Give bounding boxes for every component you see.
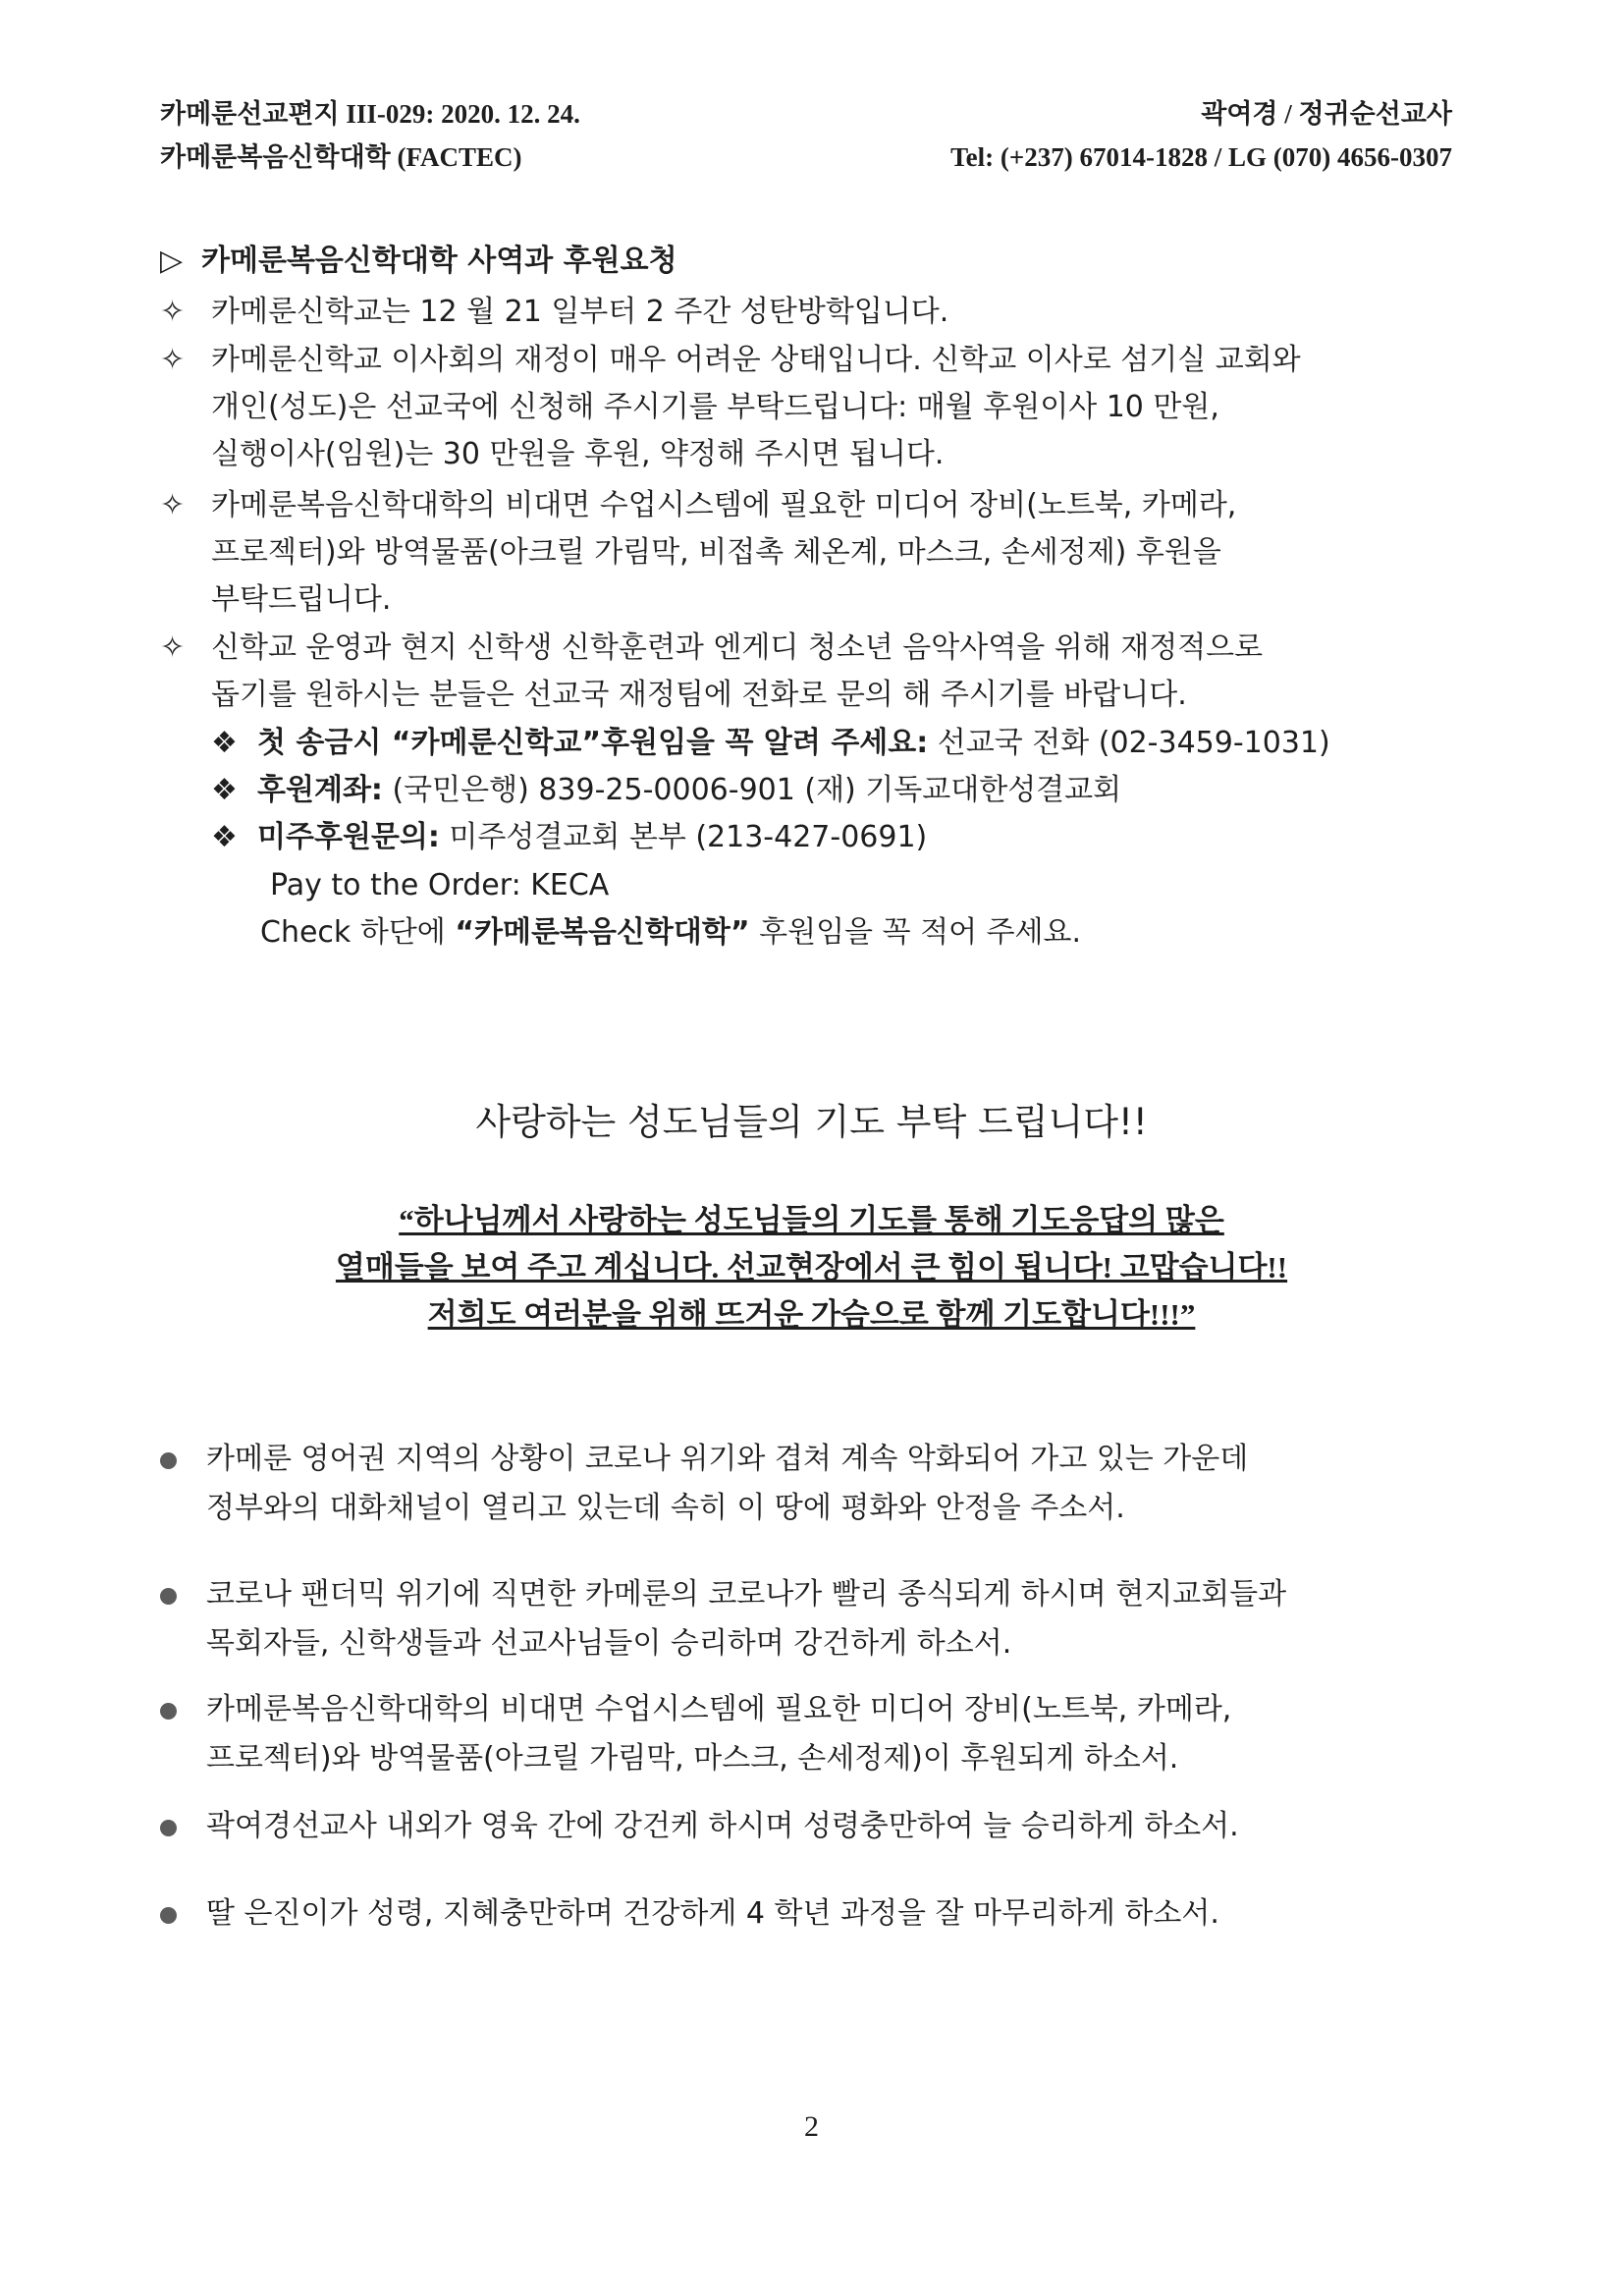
prayer-request-line: 목회자들, 신학생들과 선교사님들이 승리하며 강건하게 하소서.	[206, 1626, 1012, 1661]
prayer-quote-line: “하나님께서 사랑하는 성도님들의 기도를 통해 기도응답의 많은	[399, 1203, 1224, 1237]
prayer-quote-line: 저희도 여러분을 위해 뜨거운 가슴으로 함께 기도합니다!!!”	[427, 1297, 1196, 1332]
contact-phone: Tel: (+237) 67014-1828 / LG (070) 4656-0307	[950, 142, 1452, 172]
prayer-request-line: 코로나 팬더믹 위기에 직면한 카메룬의 코로나가 빨리 종식되게 하시며 현지교회들과	[206, 1577, 1287, 1612]
support-item-line: 실행이사(임원)는 30 만원을 후원, 약정해 주시면 됩니다.	[211, 437, 945, 471]
check-instruction-line: Check 하단에 “카메룬복음신학대학” 후원임을 꼭 적어 주세요.	[260, 915, 1082, 950]
diamond-bullet-icon: ❖	[211, 773, 238, 807]
support-item-line: 카메룬복음신학대학의 비대면 수업시스템에 필요한 미디어 장비(노트북, 카메라,	[211, 488, 1237, 522]
letter-header-right	[950, 92, 1452, 179]
prayer-request-title: 사랑하는 성도님들의 기도 부탁 드립니다!!	[475, 1101, 1148, 1143]
letter-issue-date: 카메룬선교편지 III-029: 2020. 12. 24.	[160, 99, 580, 129]
support-item-line: 카메룬신학교는 12 월 21 일부터 2 주간 성탄방학입니다.	[211, 295, 949, 329]
pay-to-order-line: Pay to the Order: KECA	[270, 868, 610, 902]
section-heading: 카메룬복음신학대학 사역과 후원요청	[201, 244, 677, 278]
bullet-dot-icon	[160, 1588, 177, 1605]
support-item-line: 돕기를 원하시는 분들은 선교국 재정팀에 전화로 문의 해 주시기를 바랍니다.	[211, 678, 1187, 712]
prayer-request-line: 딸 은진이가 성령, 지혜충만하며 건강하게 4 학년 과정을 잘 마무리하게 하소서.	[206, 1896, 1219, 1931]
bullet-dot-icon	[160, 1820, 177, 1836]
support-item-line: 신학교 운영과 현지 신학생 신학훈련과 엔게디 청소년 음악사역을 위해 재정적으로	[211, 630, 1264, 665]
support-item-line: 카메룬신학교 이사회의 재정이 매우 어려운 상태입니다. 신학교 이사로 섬기실 교회와	[211, 343, 1301, 377]
missionary-names: 곽여경 / 정귀순선교사	[1201, 99, 1452, 129]
prayer-request-line: 프로젝터)와 방역물품(아크릴 가림막, 마스크, 손세정제)이 후원되게 하소서.	[206, 1741, 1179, 1776]
donation-info-item: 후원계좌: (국민은행) 839-25-0006-901 (재) 기독교대한성결교회	[257, 773, 1122, 807]
bullet-dot-icon	[160, 1703, 177, 1720]
diamond-bullet-icon: ❖	[211, 820, 238, 854]
prayer-request-line: 카메룬복음신학대학의 비대면 수업시스템에 필요한 미디어 장비(노트북, 카메라,	[206, 1692, 1232, 1726]
sparkle-icon: ✧	[160, 343, 186, 377]
donation-info-item: 첫 송금시 “카메룬신학교”후원임을 꼭 알려 주세요: 선교국 전화 (02-3459-1031)	[257, 726, 1330, 760]
support-item-line: 부탁드립니다.	[211, 582, 392, 617]
donation-info-item: 미주후원문의: 미주성결교회 본부 (213-427-0691)	[257, 820, 928, 854]
sparkle-icon: ✧	[160, 488, 186, 522]
prayer-quote-line: 열매들을 보여 주고 계십니다. 선교현장에서 큰 힘이 됩니다! 고맙습니다!!	[335, 1250, 1288, 1285]
support-item-line: 개인(성도)은 선교국에 신청해 주시기를 부탁드립니다: 매월 후원이사 10 만원,	[211, 390, 1219, 424]
support-item-line: 프로젝터)와 방역물품(아크릴 가림막, 비접촉 체온계, 마스크, 손세정제) 후원을	[211, 535, 1221, 570]
bullet-dot-icon	[160, 1452, 177, 1469]
diamond-bullet-icon: ❖	[211, 726, 238, 760]
prayer-request-line: 곽여경선교사 내외가 영육 간에 강건케 하시며 성령충만하여 늘 승리하게 하소서.	[206, 1809, 1239, 1843]
triangle-icon: ▷	[160, 244, 184, 278]
institution-name: 카메룬복음신학대학 (FACTEC)	[160, 142, 522, 172]
page-number: 2	[804, 2110, 819, 2143]
letter-header-left	[160, 92, 580, 179]
sparkle-icon: ✧	[160, 630, 186, 665]
sparkle-icon: ✧	[160, 295, 186, 329]
prayer-request-line: 카메룬 영어권 지역의 상황이 코로나 위기와 겹쳐 계속 악화되어 가고 있는 가운데	[206, 1442, 1249, 1476]
prayer-request-line: 정부와의 대화채널이 열리고 있는데 속히 이 땅에 평화와 안정을 주소서.	[206, 1491, 1125, 1525]
bullet-dot-icon	[160, 1907, 177, 1924]
